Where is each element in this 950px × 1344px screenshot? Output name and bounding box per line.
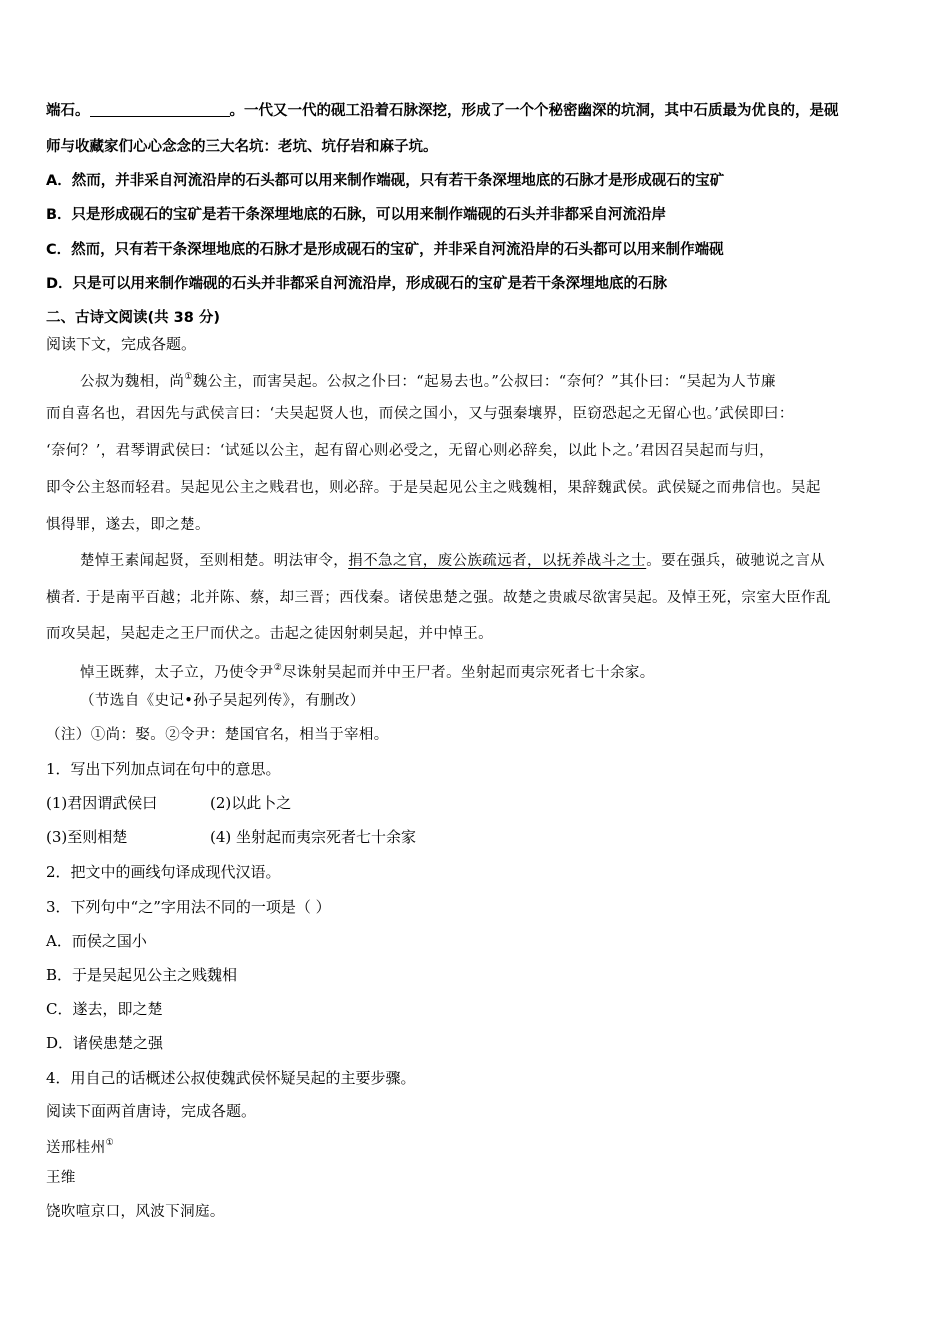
- question-continuation-line1: [46, 100, 839, 122]
- question-1-item-4: (4) 坐射起而夷宗死者七十余家: [210, 828, 417, 846]
- text-fragment: 魏公主，而害吴起。公叔之仆曰：“起易去也。”公叔曰：“奈何？”其仆曰：“吴起为人节廉: [192, 374, 776, 390]
- question-continuation-line2: 师与收藏家们心心念念的三大名坑：老坑、坑仔岩和麻子坑。: [46, 139, 438, 155]
- text-fragment: 悼王既葬，太子立，乃使令尹: [80, 665, 274, 681]
- passage-p3-line1: [80, 657, 655, 684]
- question-3-option-b[interactable]: B．于是吴起见公主之贱魏相: [46, 966, 238, 984]
- text-fragment: 。一代又一代的砚工沿着石脉深挖，形成了一个个秘密幽深的坑洞，其中石质最为优良的，是砚: [229, 103, 839, 119]
- question-3: 3．下列句中“之”字用法不同的一项是（ ）: [46, 898, 331, 916]
- passage-p1-line5: 惧得罪，遂去，即之楚。: [46, 517, 210, 533]
- question-3-option-a[interactable]: A．而侯之国小: [46, 932, 147, 950]
- question-2: 2．把文中的画线句译成现代汉语。: [46, 863, 281, 881]
- poem-title: [46, 1132, 114, 1159]
- footnote-mark: ①: [184, 372, 193, 382]
- poem-instruction: 阅读下面两首唐诗，完成各题。: [46, 1102, 257, 1120]
- question-3-option-d[interactable]: D．诸侯患楚之强: [46, 1034, 164, 1052]
- passage-note: （注）①尚：娶。②令尹：楚国官名，相当于宰相。: [46, 727, 389, 743]
- passage-p1-line2: 而自喜名也，君因先与武侯言曰：‘夫吴起贤人也，而侯之国小，又与强秦壤界，臣窃恐起之无留心也。’武侯即曰：: [46, 406, 794, 422]
- text-fragment: 送邢桂州: [46, 1140, 106, 1156]
- option-c[interactable]: C．然而，只有若干条深埋地底的石脉才是形成砚石的宝矿，并非采自河流沿岸的石头都可以用来制作端砚: [46, 242, 724, 258]
- answer-blank[interactable]: [90, 100, 230, 117]
- passage-p2-line3: 而攻吴起，吴起走之王尸而伏之。击起之徒因射刺吴起，并中悼王。: [46, 626, 493, 642]
- section-instruction: 阅读下文，完成各题。: [46, 335, 197, 353]
- option-d[interactable]: D．只是可以用来制作端砚的石头并非都采自河流沿岸，形成砚石的宝矿是若干条深埋地底的石脉: [46, 276, 668, 292]
- footnote-mark: ②: [273, 663, 283, 673]
- passage-source: （节选自《史记•孙子吴起列传》，有删改）: [80, 693, 365, 709]
- question-1: 1．写出下列加点词在句中的意思。: [46, 760, 281, 778]
- passage-p2-line1: [80, 550, 825, 572]
- poem-line-1: 饶吹喧京口，风波下洞庭。: [46, 1204, 225, 1220]
- poem-author: 王维: [46, 1170, 76, 1186]
- question-1-item-1: (1)君因谓武侯曰: [46, 794, 158, 812]
- underlined-sentence: 捐不急之官，废公族疏远者，以抚养战斗之士: [348, 553, 647, 569]
- text-fragment: 。要在强兵，破驰说之言从: [646, 553, 826, 569]
- footnote-mark: ①: [105, 1138, 115, 1148]
- text-fragment: 公叔为魏相，尚: [80, 374, 185, 390]
- question-1-item-2: (2)以此卜之: [210, 794, 292, 812]
- text-fragment: 端石。: [46, 103, 90, 119]
- option-b[interactable]: B．只是形成砚石的宝矿是若干条深埋地底的石脉，可以用来制作端砚的石头并非都采自河流沿岸: [46, 207, 667, 223]
- passage-p1-line4: 即令公主怒而轻君。吴起见公主之贱君也，则必辞。于是吴起见公主之贱魏相，果辞魏武侯。武侯疑之而弗信也。吴起: [46, 480, 821, 496]
- passage-p1-line3: ‘奈何？’，君琴谓武侯曰：‘试延以公主，起有留心则必受之，无留心则必辞矣，以此卜之。’君因召吴起而与归，: [46, 443, 774, 459]
- passage-p2-line2: 横者. 于是南平百越；北并陈、蔡，却三晋；西伐秦。诸侯患楚之强。故楚之贵戚尽欲害吴起。及悼王死，宗室大臣作乱: [46, 590, 831, 606]
- question-1-item-3: (3)至则相楚: [46, 828, 128, 846]
- passage-p1-line1: [80, 366, 776, 393]
- text-fragment: 楚悼王素闻起贤，至则相楚。明法审令，: [80, 553, 349, 569]
- question-4: 4．用自己的话概述公叔使魏武侯怀疑吴起的主要步骤。: [46, 1069, 416, 1087]
- section-heading: 二、古诗文阅读(共 38 分): [46, 310, 221, 326]
- option-a[interactable]: A．然而，并非采自河流沿岸的石头都可以用来制作端砚，只有若干条深埋地底的石脉才是形成砚石的宝矿: [46, 173, 725, 189]
- question-3-option-c[interactable]: C．遂去，即之楚: [46, 1000, 163, 1018]
- text-fragment: 尽诛射吴起而并中王尸者。坐射起而夷宗死者七十余家。: [282, 665, 655, 681]
